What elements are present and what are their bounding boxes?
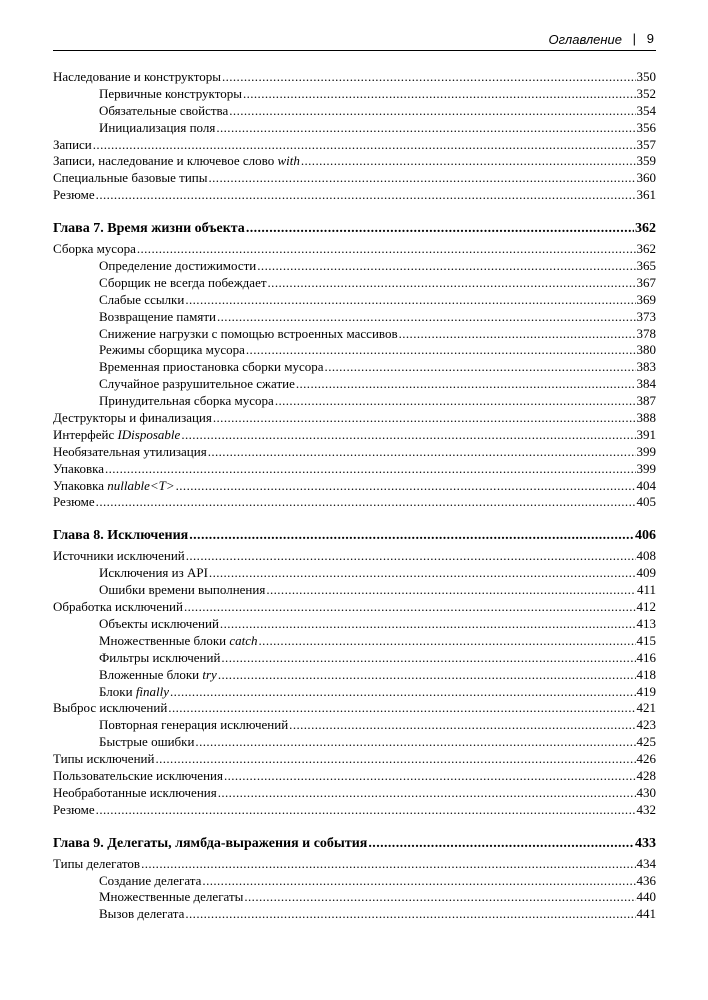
toc-entry[interactable] xyxy=(53,802,656,819)
toc-page-number: 423 xyxy=(636,717,656,733)
toc-entry-text: Обработка исключений xyxy=(53,599,183,615)
toc-page-number: 434 xyxy=(636,855,656,871)
dot-leader xyxy=(368,836,634,852)
toc-page-number: 383 xyxy=(636,359,656,375)
toc-entry[interactable] xyxy=(53,461,656,478)
toc-entry-text: Множественные блоки xyxy=(99,632,230,648)
toc-page-number: 352 xyxy=(636,85,656,101)
toc-page-number: 415 xyxy=(636,632,656,648)
toc-entry-text: Фильтры исключений xyxy=(99,649,221,665)
dot-leader xyxy=(195,734,635,750)
toc-entry-title xyxy=(53,241,136,257)
toc-page-number: 432 xyxy=(636,801,656,817)
toc-entry-title xyxy=(53,427,180,443)
toc-entry-title xyxy=(53,410,212,426)
toc-entry[interactable] xyxy=(53,153,656,170)
toc-entry-title xyxy=(99,889,243,905)
toc-entry[interactable] xyxy=(53,86,656,103)
toc-page-number: 408 xyxy=(636,548,656,564)
toc-entry[interactable] xyxy=(53,889,656,906)
chapter-spacer xyxy=(53,511,656,528)
toc-entry[interactable] xyxy=(53,103,656,120)
toc-entry-text: Записи xyxy=(53,136,92,152)
toc-entry-code-term: finally xyxy=(135,683,170,699)
toc-page-number: 356 xyxy=(636,119,656,135)
toc-entry[interactable] xyxy=(53,768,656,785)
toc-entry-title xyxy=(99,667,217,683)
dot-leader xyxy=(266,582,636,598)
toc-page-number: 362 xyxy=(636,241,656,257)
toc-page-number: 378 xyxy=(636,325,656,341)
toc-entry-text: Наследование и конструкторы xyxy=(53,69,221,84)
toc-page-number: 350 xyxy=(636,69,656,84)
dot-leader xyxy=(217,309,636,325)
toc-entry[interactable] xyxy=(53,478,656,495)
toc-entry[interactable] xyxy=(53,717,656,734)
toc-page-number: 428 xyxy=(636,767,656,783)
table-of-contents xyxy=(53,69,656,923)
dot-leader xyxy=(184,599,636,615)
toc-entry-text: Ошибки времени выполнения xyxy=(99,582,266,598)
toc-entry-text: Сборщик не всегда побеждает xyxy=(99,274,267,290)
dot-leader xyxy=(213,410,636,426)
toc-entry-code-term: with xyxy=(277,153,300,169)
dot-leader xyxy=(229,103,635,119)
toc-entry-title xyxy=(53,751,154,767)
toc-page-number: 361 xyxy=(636,187,656,203)
toc-entry-title xyxy=(99,650,220,666)
toc-entry[interactable] xyxy=(53,376,656,393)
toc-entry-text: Первичные конструкторы xyxy=(99,85,242,101)
toc-entry-text: Выброс исключений xyxy=(53,700,168,716)
toc-page-number: 419 xyxy=(636,683,656,699)
toc-entry-text: Глава 7. Время жизни объекта xyxy=(53,221,245,237)
chapter-spacer xyxy=(53,204,656,221)
toc-entry-title xyxy=(99,633,258,649)
toc-page-number: 357 xyxy=(636,136,656,152)
toc-entry-code-term: nullable<T> xyxy=(107,477,175,493)
toc-entry-text: Деструкторы и финализация xyxy=(53,410,212,426)
toc-entry-text: Типы исключений xyxy=(53,751,155,767)
toc-entry[interactable] xyxy=(53,667,656,684)
toc-page-number: 425 xyxy=(636,734,656,750)
toc-entry-title xyxy=(53,170,208,186)
toc-page-number: 426 xyxy=(636,751,656,767)
toc-entry-title xyxy=(53,836,367,852)
toc-entry[interactable] xyxy=(53,275,656,292)
toc-entry[interactable] xyxy=(53,326,656,343)
toc-entry-title xyxy=(53,187,95,203)
toc-entry[interactable] xyxy=(53,410,656,427)
toc-entry-text: Записи, наследование и ключевое слово xyxy=(53,153,278,169)
toc-entry-title xyxy=(53,528,188,544)
toc-entry[interactable] xyxy=(53,751,656,768)
dot-leader xyxy=(224,768,636,784)
toc-page-number: 369 xyxy=(636,291,656,307)
dot-leader xyxy=(208,444,636,460)
dot-leader xyxy=(216,120,635,136)
toc-entry-title xyxy=(99,565,208,581)
toc-page-number: 413 xyxy=(636,615,656,631)
toc-entry-text: Быстрые ошибки xyxy=(99,734,195,750)
toc-entry-title xyxy=(53,461,104,477)
toc-entry-title xyxy=(99,906,184,922)
toc-entry-title xyxy=(99,292,184,308)
toc-entry-title xyxy=(53,548,185,564)
toc-entry-title xyxy=(99,103,228,119)
toc-entry-title xyxy=(99,120,215,136)
toc-entry-text: Снижение нагрузки с помощью встроенных массивов xyxy=(99,325,398,341)
dot-leader xyxy=(209,170,636,186)
toc-entry-text: Интерфейс xyxy=(53,426,118,442)
dot-leader xyxy=(170,684,635,700)
toc-entry-text: Резюме xyxy=(53,801,95,817)
dot-leader xyxy=(399,326,636,342)
toc-entry[interactable] xyxy=(53,856,656,873)
toc-entry[interactable] xyxy=(53,700,656,717)
dot-leader xyxy=(137,241,636,257)
toc-entry-title xyxy=(99,734,194,750)
toc-entry-text: Пользовательские исключения xyxy=(53,767,223,783)
toc-entry-title xyxy=(99,309,216,325)
toc-entry-text: Инициализация поля xyxy=(99,119,216,135)
toc-page-number: 409 xyxy=(636,565,656,581)
dot-leader xyxy=(181,427,635,443)
toc-page-number: 362 xyxy=(635,221,656,237)
toc-entry-text: Возвращение памяти xyxy=(99,308,216,324)
dot-leader xyxy=(325,359,636,375)
dot-leader xyxy=(296,376,636,392)
toc-entry[interactable] xyxy=(53,616,656,633)
toc-entry-code-term: catch xyxy=(229,632,258,648)
toc-entry-text: Вложенные блоки xyxy=(99,666,203,682)
dot-leader xyxy=(155,751,635,767)
toc-entry-code-term: IDisposable xyxy=(117,426,181,442)
toc-page-number: 367 xyxy=(636,274,656,290)
toc-entry-title xyxy=(99,342,245,358)
toc-entry[interactable] xyxy=(53,359,656,376)
toc-entry-title xyxy=(99,359,324,375)
dot-leader xyxy=(93,137,636,153)
dot-leader xyxy=(246,221,634,237)
toc-entry-title xyxy=(53,785,217,801)
header-title: Оглавление xyxy=(548,32,622,47)
toc-entry-text: Резюме xyxy=(53,494,95,510)
toc-entry[interactable] xyxy=(53,565,656,582)
toc-entry[interactable] xyxy=(53,120,656,137)
toc-page-number: 421 xyxy=(636,700,656,716)
toc-entry-title xyxy=(99,275,267,291)
toc-entry-text: Резюме xyxy=(53,187,95,203)
dot-leader xyxy=(221,650,635,666)
toc-page-number: 441 xyxy=(636,906,656,922)
dot-leader xyxy=(220,616,636,632)
toc-entry[interactable] xyxy=(53,187,656,204)
dot-leader xyxy=(96,802,636,818)
toc-entry[interactable] xyxy=(53,734,656,751)
toc-entry[interactable] xyxy=(53,582,656,599)
dot-leader xyxy=(218,785,636,801)
toc-page-number: 387 xyxy=(636,393,656,409)
chapter-spacer xyxy=(53,819,656,836)
toc-page-number: 354 xyxy=(636,102,656,118)
toc-entry[interactable] xyxy=(53,494,656,511)
toc-page-number: 404 xyxy=(636,477,656,493)
toc-entry-text: Принудительная сборка мусора xyxy=(99,393,274,409)
toc-entry-title xyxy=(99,684,169,700)
dot-leader xyxy=(202,873,635,889)
dot-leader xyxy=(257,258,635,274)
toc-entry-title xyxy=(53,856,140,872)
dot-leader xyxy=(243,86,636,102)
toc-entry-text: Специальные базовые типы xyxy=(53,170,208,186)
toc-entry-title xyxy=(99,717,288,733)
toc-entry-text: Случайное разрушительное сжатие xyxy=(99,376,295,392)
toc-entry-text: Источники исключений xyxy=(53,548,185,564)
toc-page-number: 412 xyxy=(636,599,656,615)
toc-page-number: 388 xyxy=(636,410,656,426)
toc-entry-text: Режимы сборщика мусора xyxy=(99,342,245,358)
toc-page-number: 399 xyxy=(636,460,656,476)
toc-entry[interactable] xyxy=(53,309,656,326)
header-page-number: 9 xyxy=(646,31,654,46)
toc-entry-title xyxy=(99,582,265,598)
toc-entry-title xyxy=(99,616,219,632)
toc-entry[interactable] xyxy=(53,548,656,565)
dot-leader xyxy=(209,565,636,581)
toc-entry-title xyxy=(53,599,183,615)
toc-entry[interactable] xyxy=(53,906,656,923)
dot-leader xyxy=(275,393,636,409)
dot-leader xyxy=(168,700,635,716)
toc-entry[interactable] xyxy=(53,241,656,258)
toc-entry[interactable] xyxy=(53,633,656,650)
dot-leader xyxy=(289,717,635,733)
toc-page-number: 380 xyxy=(636,342,656,358)
dot-leader xyxy=(176,478,636,494)
toc-entry-text: Обязательные свойства xyxy=(99,102,229,118)
toc-entry-text: Типы делегатов xyxy=(53,855,141,871)
toc-entry-text: Временная приостановка сборки мусора xyxy=(99,359,324,375)
toc-page-number: 440 xyxy=(636,889,656,905)
toc-page-number: 433 xyxy=(635,835,656,851)
dot-leader xyxy=(259,633,636,649)
toc-entry-text: Упаковка xyxy=(53,477,108,493)
toc-chapter-entry[interactable] xyxy=(53,221,656,241)
toc-entry-title xyxy=(53,700,167,716)
dot-leader xyxy=(141,856,635,872)
dot-leader xyxy=(218,667,636,683)
toc-page-number: 360 xyxy=(636,170,656,186)
toc-page-number: 373 xyxy=(636,308,656,324)
dot-leader xyxy=(105,461,636,477)
toc-entry-text: Глава 8. Исключения xyxy=(53,528,189,544)
dot-leader xyxy=(186,548,636,564)
toc-page-number: 411 xyxy=(636,582,656,598)
dot-leader xyxy=(185,292,635,308)
toc-entry[interactable] xyxy=(53,292,656,309)
toc-entry-text: Блоки xyxy=(99,683,136,699)
toc-entry-text: Объекты исключений xyxy=(99,615,219,631)
toc-entry-title xyxy=(99,376,295,392)
toc-entry[interactable] xyxy=(53,137,656,154)
toc-entry-text: Слабые ссылки xyxy=(99,291,185,307)
toc-entry[interactable] xyxy=(53,599,656,616)
toc-chapter-entry[interactable] xyxy=(53,528,656,548)
toc-page-number: 416 xyxy=(636,649,656,665)
dot-leader xyxy=(189,528,634,544)
toc-entry-text: Создание делегата xyxy=(99,872,202,888)
toc-entry-title xyxy=(53,768,223,784)
toc-page-number: 430 xyxy=(636,784,656,800)
dot-leader xyxy=(222,69,636,85)
toc-entry-text: Сборка мусора xyxy=(53,241,136,257)
toc-entry-title xyxy=(99,258,256,274)
toc-entry[interactable] xyxy=(53,873,656,890)
toc-entry[interactable] xyxy=(53,69,656,86)
toc-page-number: 399 xyxy=(636,443,656,459)
toc-entry-text: Исключения из API xyxy=(99,565,208,581)
toc-page-number: 436 xyxy=(636,872,656,888)
toc-page-number: 384 xyxy=(636,376,656,392)
dot-leader xyxy=(301,153,636,169)
toc-page-number: 391 xyxy=(636,426,656,442)
toc-entry-title xyxy=(53,802,95,818)
toc-entry-title xyxy=(53,137,92,153)
toc-page-number: 359 xyxy=(636,153,656,169)
toc-entry[interactable] xyxy=(53,650,656,667)
toc-entry[interactable] xyxy=(53,170,656,187)
toc-entry-title xyxy=(53,69,221,85)
toc-entry-text: Глава 9. Делегаты, лямбда-выражения и события xyxy=(53,835,368,851)
toc-entry-title xyxy=(53,153,300,169)
toc-entry[interactable] xyxy=(53,444,656,461)
toc-entry-text: Повторная генерация исключений xyxy=(99,717,289,733)
toc-chapter-entry[interactable] xyxy=(53,836,656,856)
running-header xyxy=(53,30,656,51)
toc-entry-title xyxy=(99,873,201,889)
toc-entry-text: Упаковка xyxy=(53,460,104,476)
toc-entry[interactable] xyxy=(53,785,656,802)
toc-entry-text: Вызов делегата xyxy=(99,906,185,922)
toc-page-number: 406 xyxy=(635,528,656,544)
header-separator: | xyxy=(632,31,636,46)
toc-entry-text: Множественные делегаты xyxy=(99,889,244,905)
toc-page-number: 405 xyxy=(636,494,656,510)
dot-leader xyxy=(185,906,635,922)
toc-entry-text: Определение достижимости xyxy=(99,258,257,274)
toc-entry-text: Необработанные исключения xyxy=(53,784,217,800)
dot-leader xyxy=(244,889,635,905)
toc-entry[interactable] xyxy=(53,684,656,701)
toc-entry-code-term: try xyxy=(202,666,217,682)
toc-entry[interactable] xyxy=(53,342,656,359)
toc-entry-title xyxy=(99,86,242,102)
toc-page-number: 418 xyxy=(636,666,656,682)
toc-entry-title xyxy=(53,494,95,510)
toc-entry-title xyxy=(53,444,207,460)
toc-entry[interactable] xyxy=(53,427,656,444)
dot-leader xyxy=(96,494,636,510)
toc-entry-text: Необязательная утилизация xyxy=(53,443,207,459)
toc-entry-title xyxy=(53,221,245,237)
toc-entry-title xyxy=(99,326,398,342)
dot-leader xyxy=(268,275,636,291)
toc-entry[interactable] xyxy=(53,258,656,275)
toc-entry-title xyxy=(53,478,175,494)
toc-entry-title xyxy=(99,393,274,409)
dot-leader xyxy=(246,342,636,358)
toc-entry[interactable] xyxy=(53,393,656,410)
toc-page-number: 365 xyxy=(636,258,656,274)
dot-leader xyxy=(96,187,636,203)
